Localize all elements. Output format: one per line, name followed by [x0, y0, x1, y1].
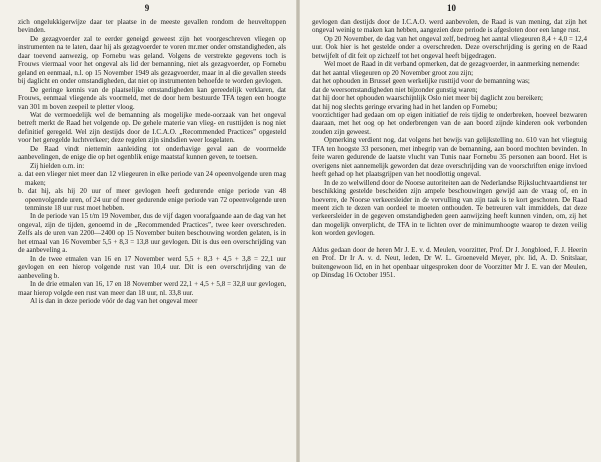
paragraph: Opmerking verdient nog, dat volgens het bewijs van gelijkstelling no. 610 van het vliegtuig TFA ten hoogste 33 personen, met inbegrip van de bemanning, aan boord mochten bevinden. In feite waren gedurende de laatste vlucht van Tunis naar Fornebu 35 personen aan boord. Het is overigens niet aannemelijk geworden dat deze overschrijding van de voorschriften enige invloed heeft gehad op het plaatsgrijpen van het noodlottig ongeval.	[312, 136, 587, 179]
paragraph: In de drie etmalen van 16, 17 en 18 November werd 22,1 + 4,5 + 5,8 = 32,8 uur gevlogen, maar hierop volgde een rust van meer dan 18 uur, nl. 33,8 uur.	[18, 280, 286, 297]
page-number: 10	[447, 3, 456, 13]
page-number: 9	[144, 3, 150, 13]
paragraph: In de zo welwillend door de Noorse autoriteiten aan de Nederlandse Rijksluchtvaartdienst ter beschikking gestelde bescheiden zijn ampele beschouwingen gewijd aan de vraag of, en in hoeverre, de Noorse verkeersleider in de vervulling van zijn taak is te kort geschoten. De Raad meent zich te dezen van oordeel te moeten onthouden. Te betreuren valt immiddels, dat deze verkeersleider in de gegeven omstandigheden geen aanwijzing heeft kunnen vinden, om, zij het dan mogelijk onverplicht, de TFA in te lichten over de minimumhoogte waarop te dezen veilig kon worden gevlogen.	[312, 178, 587, 238]
page-gutter	[296, 0, 300, 462]
paragraph: dat het ophouden in Brussel geen werkelijke rusttijd voor de bemanning was;	[312, 77, 530, 86]
paragraph: Wat de vermoedelijk wel de bemanning als mogelijke mede-oorzaak van het ongeval betreft merkt de Raad het volgende op. De gehele materie van vlieg- en rusttijden is nog niet definitief geregeld. Wel zijn destijds door de I.C.A.O. „Recommended Practices” opgesteld voor het geregelde luchtverkeer; deze regelen zijn sindsdien weer losgelaten.	[18, 110, 286, 145]
paragraph: b. dat hij, als hij 20 uur of meer gevlogen heeft gedurende enige periode van 48 opeenvolgende uren, of 24 uur of meer gedurende enige periode van 72 opeenvolgende uren tenminste 18 uur rust moet hebben.	[18, 187, 286, 212]
paragraph: gevlogen dan destijds door de I.C.A.O. werd aanbevolen, de Raad is van mening, dat zijn het ongeval weinig te maken kan hebben, aangezien deze periode is afgesloten door een lange rust.	[312, 18, 587, 35]
paragraph: Zij hielden o.m. in:	[30, 161, 85, 170]
paragraph: Wel moet de Raad in dit verband opmerken, dat de gezagvoerder, in aanmerking nemende:	[324, 60, 580, 69]
paragraph: a. dat een vlieger niet meer dan 12 vliegeuren in elke periode van 24 opeenvolgende uren mag maken;	[18, 170, 286, 187]
paragraph: In de periode van 15 t/m 19 November, dus de vijf dagen voorafgaande aan de dag van het ongeval, zijn de tijden, genoemd in de „Recommended Practices”, twee keer overschreden. Zelfs als de uren van 2200—2400 op 15 November buiten beschouwing worden gelaten, is in het etmaal van 16 November 5,5 + 8,3 = 13,8 uur gevlogen. Dit is dus een overschrijding van de aanbeveling a.	[18, 212, 286, 255]
paragraph: Op 20 November, de dag van het ongeval zelf, bedroeg het aantal vliegeuren 8,4 + 4,0 = 12,4 uur. Ook hier is het gestelde onder a overschreden. Deze overschrijding is gering en de Raad betwijfelt of dit feit op zichzelf tot het ongeval heeft bijgedragen.	[312, 34, 587, 60]
paragraph: De Raad vindt niettemin aanleiding tot onderhavige geval aan de voormelde aanbevelingen, de enige die op het ogenblik enige maatstaf kunnen geven, te toetsen.	[18, 144, 286, 162]
paragraph: De gezagvoerder zal te eerder geneigd geweest zijn het voorgeschreven vliegen op instrumenten na te laten, daar hij als gezagvoerder te voren mr.mer onder omstandigheden, als daar toevend aanwezig, op Fornebu was geland. Volgens de verstrekte gegevens toch is Frouws viermaal voor het ongeval als lid der bemanning, niet als gezagvoerder, op Fornebu geland en eenmaal, n.l. op 15 November 1949 als gezagvoerder, maar in al die gevallen steeds bij daglicht en onder omstandigheden, dat niet op instrumenten behoefde te worden gevlogen.	[18, 34, 286, 86]
paragraph: De geringe kennis van de plaatselijke omstandigheden kan gereedelijk verklaren, dat Frouws, eenmaal vliegende als voormeld, met de door hem bestuurde TFA tegen een hoogte van 301 m boven zeepeil te pletter vloog.	[18, 85, 286, 111]
page-body	[18, 18, 286, 462]
paragraph: Aldus gedaan door de heren Mr J. E. v. d. Meulen, voorzitter, Prof. Dr J. Jongbloed, F. J. Heerin en Prof. Dr Ir A. v. d. Neut, leden, Dr W. L. Groeneveld Meyer, plv. lid, A. D. Snitslaar, buitengewoon lid, en in het openbaar uitgesproken door de Voorzitter Mr J. E. van der Meulen, op Dinsdag 16 October 1951.	[312, 245, 587, 280]
right-page	[302, 0, 601, 462]
paragraph: dat het aantal vliegeuren op 20 November groot zou zijn;	[312, 68, 474, 77]
paragraph: dat hij nog slechts geringe ervaring had in het landen op Fornebu;	[312, 102, 498, 111]
paragraph: In de twee etmalen van 16 en 17 November werd 5,5 + 8,3 + 4,5 + 3,8 = 22,1 uur gevlogen en een hierop volgende rust van 10,4 uur. Dit is een overschrijding van de aanbeveling b.	[18, 254, 286, 280]
page-body	[312, 18, 587, 462]
paragraph: dat de weersomstandigheden niet bijzonder gunstig waren;	[312, 85, 478, 94]
paragraph: zich ongelukkigerwijze daar ter plaatse in de meeste gevallen rondom de heuveltoppen bevinden.	[18, 18, 286, 35]
paragraph: dat hij door het ophouden waarschijnlijk Oslo niet meer bij daglicht zou bereiken;	[312, 94, 543, 103]
left-page	[0, 0, 294, 462]
paragraph: Al is dan in deze periode vóór de dag van het ongeval meer	[30, 296, 198, 305]
paragraph: voorzichtiger had gedaan om op eigen initiatief de reis tijdig te onderbreken, hoeveel bezwaren daaraan, met het oog op het onderbrengen van de aan boord zijnde kinderen ook verbonden zouden zijn geweest.	[312, 110, 587, 136]
